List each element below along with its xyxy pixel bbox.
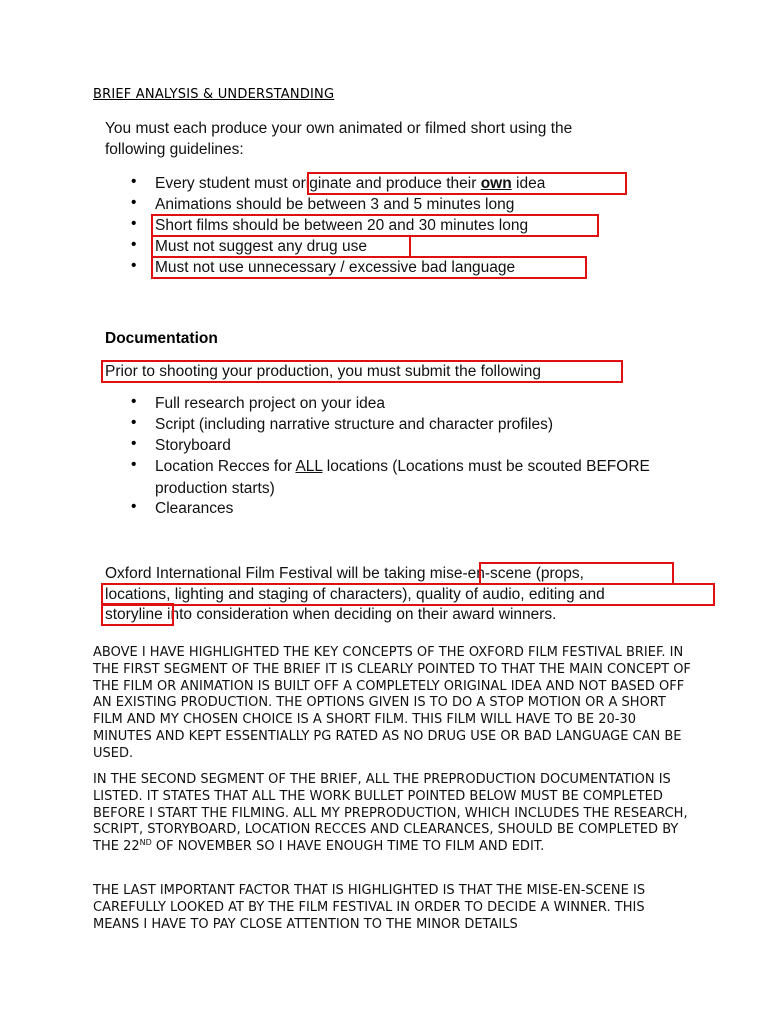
bullet: •	[131, 498, 137, 515]
guideline-item: Every student must originate and produce their own idea	[155, 175, 546, 192]
doc-item: Storyboard	[155, 437, 231, 454]
documentation-title: Documentation	[105, 330, 218, 347]
analysis-paragraph-2: IN THE SECOND SEGMENT OF THE BRIEF, ALL THE PREPRODUCTION DOCUMENTATION IS LISTED. IT STATES THAT ALL THE WORK BULLET POINTED BELOW MUST BE COMPLETED BEFORE I START THE FILMING. ALL MY PREPRODUCTION, WHICH INCLUDES THE RESEARCH, SCRIPT, STORYBOARD, LOCATION RECCES AND CLEARANCES, SHOULD BE COMPLETED BY THE 22ND OF NOVEMBER SO I HAVE ENOUGH TIME TO FILM AND EDIT.	[93, 772, 688, 855]
analysis-paragraph-3: THE LAST IMPORTANT FACTOR THAT IS HIGHLIGHTED IS THAT THE MISE-EN-SCENE IS CAREFULLY LOOKED AT BY THE FILM FESTIVAL IN ORDER TO DECIDE A WINNER. THIS MEANS I HAVE TO PAY CLOSE ATTENTION TO THE MINOR DETAILS	[93, 883, 646, 932]
doc-item: Full research project on your idea	[155, 395, 386, 412]
highlight-box	[101, 603, 174, 626]
doc-item-continued: production starts)	[155, 480, 275, 497]
bullet: •	[131, 257, 137, 274]
highlight-box	[307, 172, 627, 195]
guideline-item: Must not suggest any drug use	[155, 238, 367, 255]
brief-intro-line: You must each produce your own animated or filmed short using the	[105, 120, 573, 137]
highlight-box	[151, 256, 587, 279]
bullet: •	[131, 435, 137, 452]
section-heading: BRIEF ANALYSIS & UNDERSTANDING	[93, 87, 335, 102]
festival-line: locations, lighting and staging of characters), quality of audio, editing and	[105, 586, 605, 603]
highlight-box	[101, 583, 715, 606]
bullet: •	[131, 194, 137, 211]
bullet: •	[131, 236, 137, 253]
doc-item: Location Recces for ALL locations (Locations must be scouted BEFORE	[155, 458, 650, 475]
highlight-box	[479, 562, 674, 585]
bullet: •	[131, 215, 137, 232]
doc-item: Script (including narrative structure and character profiles)	[155, 416, 554, 433]
bullet: •	[131, 173, 137, 190]
guideline-item: Must not use unnecessary / excessive bad language	[155, 259, 516, 276]
brief-intro	[105, 118, 705, 160]
highlight-box	[151, 214, 599, 237]
documentation-intro: Prior to shooting your production, you must submit the following	[105, 363, 541, 380]
festival-line: Oxford International Film Festival will be taking mise-en-scene (props,	[105, 565, 584, 582]
brief-intro-line: following guidelines:	[105, 141, 244, 158]
highlight-box	[151, 235, 411, 258]
analysis-paragraph-1: ABOVE I HAVE HIGHLIGHTED THE KEY CONCEPTS OF THE OXFORD FILM FESTIVAL BRIEF. IN THE FIRST SEGMENT OF THE BRIEF IT IS CLEARLY POINTED TO THAT THE MAIN CONCEPT OF THE FILM OR ANIMATION IS BUILT OFF A COMPLETELY ORIGINAL IDEA AND NOT BASED OFF AN EXISTING PRODUCTION. THE OPTIONS GIVEN IS TO DO A STOP MOTION OR A SHORT FILM AND MY CHOSEN CHOICE IS A SHORT FILM. THIS FILM WILL HAVE TO BE 20-30 MINUTES AND KEPT ESSENTIALLY PG RATED AS NO DRUG USE OR BAD LANGUAGE CAN BE USED.	[93, 645, 691, 761]
doc-item: Clearances	[155, 500, 234, 517]
guideline-item: Short films should be between 20 and 30 minutes long	[155, 217, 529, 234]
festival-line: storyline into consideration when deciding on their award winners.	[105, 606, 557, 623]
bullet: •	[131, 393, 137, 410]
bullet: •	[131, 414, 137, 431]
guideline-item: Animations should be between 3 and 5 minutes long	[155, 196, 515, 213]
bullet: •	[131, 456, 137, 473]
highlight-box	[101, 360, 623, 383]
